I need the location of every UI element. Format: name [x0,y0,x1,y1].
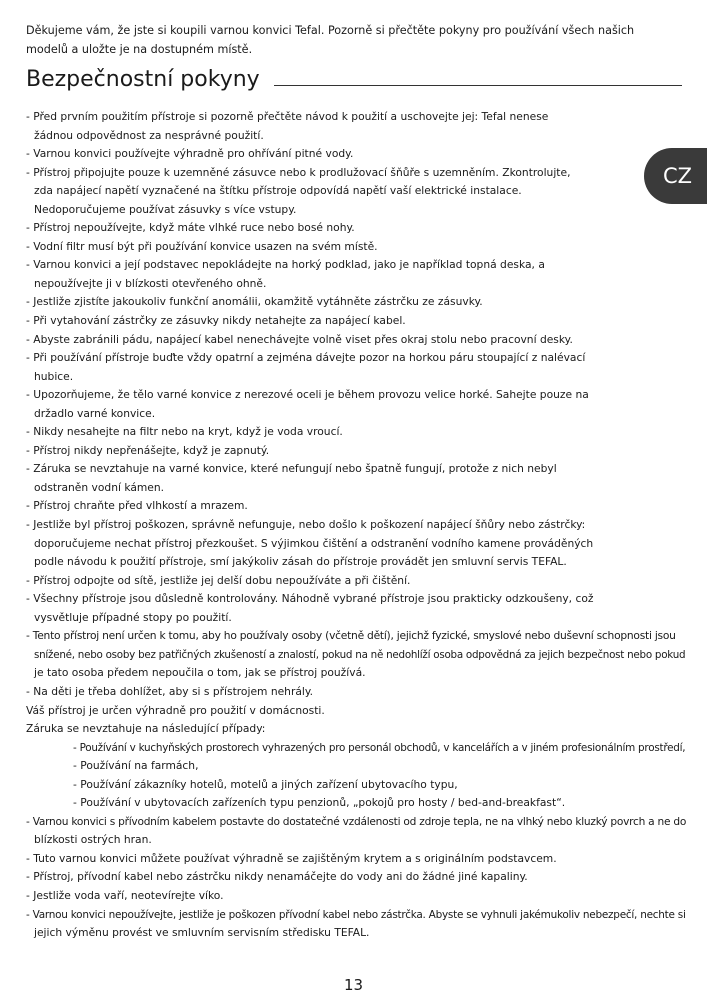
section-heading-row [26,66,682,98]
intro-line-2: modelů a uložte je na dostupném místě. [26,42,253,56]
instruction-line: nepoužívejte ji v blízkosti otevřeného ohně. [34,276,267,290]
instruction-line: - Jestliže byl přístroj poškozen, správně nefunguje, nebo došlo k poškození napájecí šňůry nebo zástrčky: [26,518,586,532]
instruction-line: - Záruka se nevztahuje na varné konvice, které nefungují nebo špatně fungují, protože z nich nebyl [26,462,557,476]
intro-line-1: Děkujeme vám, že jste si koupili varnou konvici Tefal. Pozorně si přečtěte pokyny pro používání všech našich [26,24,635,37]
instruction-line: - Přístroj nepoužívejte, když máte vlhké ruce nebo bosé nohy. [26,221,355,235]
instruction-line: - Při používání přístroje buďte vždy opatrní a zejména dávejte pozor na horkou páru stoupající z nalévací [26,351,586,365]
instruction-line: Nedoporučujeme používat zásuvky s více vstupy. [34,202,297,216]
instruction-line: blízkosti ostrých hran. [34,833,152,847]
heading-rule [274,85,682,86]
instruction-line: podle návodu k použití přístroje, smí jakýkoliv zásah do přístroje provádět jen smluvní servis TEFAL. [34,555,567,569]
instruction-line: - Varnou konvici používejte výhradně pro ohřívání pitné vody. [26,147,354,161]
instruction-line: - Varnou konvici a její podstavec nepokládejte na horký podklad, jako je například topná deska, a [26,258,545,272]
intro-paragraph [26,22,666,59]
exclusion-item-line: - Používání v kuchyňských prostorech vyhrazených pro personál obchodů, v kancelářích a v jiném profesionálním prostředí, [73,741,686,754]
instruction-line: - Varnou konvici s přívodním kabelem postavte do dostatečné vzdálenosti od zdroje tepla, ne na vlhký nebo kluzký povrch a ne do [26,814,687,828]
instruction-line: - Před prvním použitím přístroje si pozorně přečtěte návod k použití a uschovejte jej: Tefal nenese [26,110,549,123]
instruction-line: - Při vytahování zástrčky ze zásuvky nikdy netahejte za napájecí kabel. [26,314,406,328]
exclusion-item-line: - Používání zákazníky hotelů, motelů a jiných zařízení ubytovacího typu, [73,777,458,791]
instruction-line: - Jestliže voda vaří, neotevírejte víko. [26,888,224,902]
instruction-line: - Na děti je třeba dohlížet, aby si s přístrojem nehrály. [26,684,314,698]
instruction-line: držadlo varné konvice. [34,406,156,420]
instruction-line: vysvětluje případné stopy po použití. [34,610,232,624]
instruction-line: hubice. [34,369,74,383]
instruction-line: - Tento přístroj není určen k tomu, aby ho používaly osoby (včetně dětí), jejichž fyzické, smyslové nebo duševní schopnosti jsou [26,629,676,643]
instruction-line: Záruka se nevztahuje na následující případy: [26,722,266,736]
exclusion-item-line: - Používání v ubytovacích zařízeních typu penzionů, „pokojů pro hosty / bed-and-breakfast“. [73,796,566,810]
exclusion-item-line: - Používání na farmách, [73,759,199,773]
instruction-line: je tato osoba předem nepoučila o tom, jak se přístroj používá. [34,666,366,680]
page-number: 13 [343,976,364,994]
section-heading: Bezpečnostní pokyny [26,67,260,92]
instruction-line: - Jestliže zjistíte jakoukoliv funkční anomálii, okamžitě vytáhněte zástrčku ze zásuvky. [26,295,483,309]
instruction-line: - Upozorňujeme, že tělo varné konvice z nerezové oceli je během provozu velice horké. Sahejte pouze na [26,388,589,402]
instruction-line: odstraněn vodní kámen. [34,480,165,494]
instruction-line: Váš přístroj je určen výhradně pro použití v domácnosti. [26,703,325,717]
instruction-line: - Přístroj, přívodní kabel nebo zástrčku nikdy nenamáčejte do vody ani do žádné jiné kapaliny. [26,870,528,884]
instruction-line: - Přístroj odpojte od sítě, jestliže jej delší dobu nepoužíváte a při čištění. [26,573,411,587]
instruction-line: - Varnou konvici nepoužívejte, jestliže je poškozen přívodní kabel nebo zástrčka. Abyste se vyhnuli jakémukoliv nebezpečí, nechte si [26,908,686,921]
instruction-line: - Vodní filtr musí být při používání konvice usazen na svém místě. [26,239,378,253]
language-tab: CZ [644,148,707,204]
instruction-line: žádnou odpovědnost za nesprávné použití. [34,128,264,142]
instruction-line: - Abyste zabránili pádu, napájecí kabel nenechávejte volně viset přes okraj stolu nebo pracovní desky. [26,332,573,346]
instruction-line: doporučujeme nechat přístroj přezkoušet. S výjimkou čištění a odstranění vodního kamene prováděných [34,536,594,550]
instruction-line: - Všechny přístroje jsou důsledně kontrolovány. Náhodně vybrané přístroje jsou prakticky odzkoušeny, což [26,592,594,606]
instruction-line: - Tuto varnou konvici můžete používat výhradně se zajištěným krytem a s originálním podstavcem. [26,851,557,865]
safety-instructions-list [26,108,686,943]
instruction-line: - Přístroj chraňte před vlhkostí a mrazem. [26,499,248,513]
instruction-line: - Přístroj nikdy nepřenášejte, když je zapnutý. [26,443,270,457]
instruction-line: snížené, nebo osoby bez patřičných zkušeností a znalostí, pokud na ně nedohlíží osoba odpovědná za jejich bezpečnost nebo pokud [34,648,686,661]
instruction-line: jejich výměnu provést ve smluvním servisním středisku TEFAL. [34,926,370,940]
instruction-line: zda napájecí napětí vyznačené na štítku přístroje odpovídá napětí vaší elektrické instalace. [34,184,522,198]
instruction-line: - Nikdy nesahejte na filtr nebo na kryt, když je voda vroucí. [26,425,343,439]
instruction-line: - Přístroj připojujte pouze k uzemněné zásuvce nebo k prodlužovací šňůře s uzemněním. Zkontrolujte, [26,165,571,179]
